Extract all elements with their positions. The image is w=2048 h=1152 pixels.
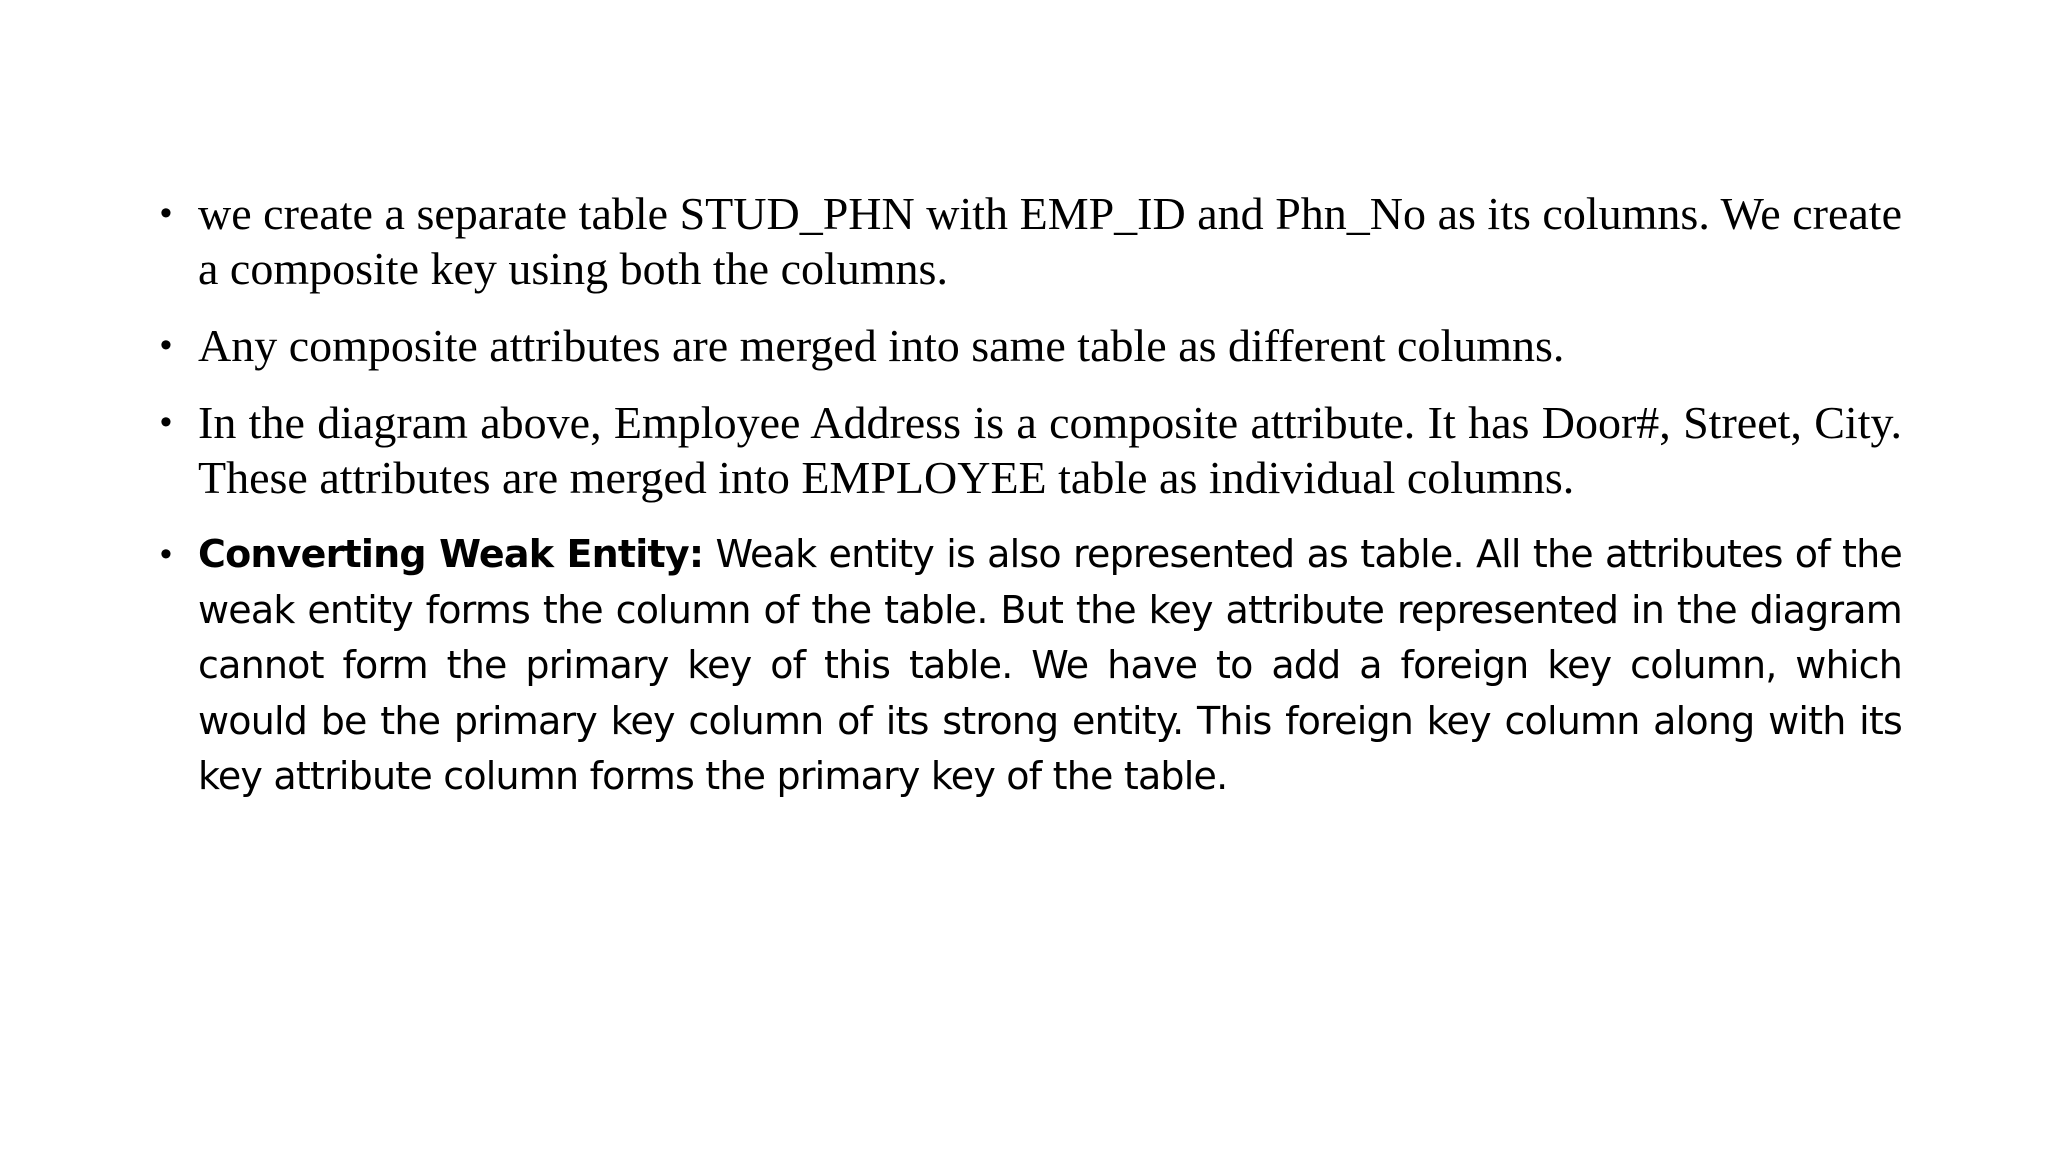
bullet-dot-icon: • xyxy=(160,535,172,573)
bullet-dot-icon: • xyxy=(160,326,172,364)
bullet-item-separate-table xyxy=(160,186,1902,296)
bullet-text: Any composite attributes are merged into same table as different columns. xyxy=(198,320,1565,371)
bullet-text: In the diagram above, Employee Address is a composite attribute. It has Door#, Street, City. These attributes are merged into EMPLOYEE table as individual columns. xyxy=(198,397,1902,503)
bullet-item-employee-address xyxy=(160,395,1902,505)
bullet-dot-icon: • xyxy=(160,194,172,232)
bullet-dot-icon: • xyxy=(160,403,172,441)
bullet-text: we create a separate table STUD_PHN with EMP_ID and Phn_No as its columns. We create a composite key using both the columns. xyxy=(198,188,1902,294)
bullet-bold-lead: Converting Weak Entity: xyxy=(198,532,704,576)
bullet-item-composite-attributes xyxy=(160,318,1902,373)
bullet-item-weak-entity xyxy=(160,527,1902,805)
bullet-list xyxy=(160,186,1902,827)
bullet-text: Weak entity is also represented as table. All the attributes of the weak entity forms the column of the table. But the key attribute represented in the diagram cannot form the primary key of this table. We have to add a foreign key column, which would be the primary key column of its strong entity. This foreign key column along with its key attribute column forms the primary key of the table. xyxy=(198,532,1902,798)
